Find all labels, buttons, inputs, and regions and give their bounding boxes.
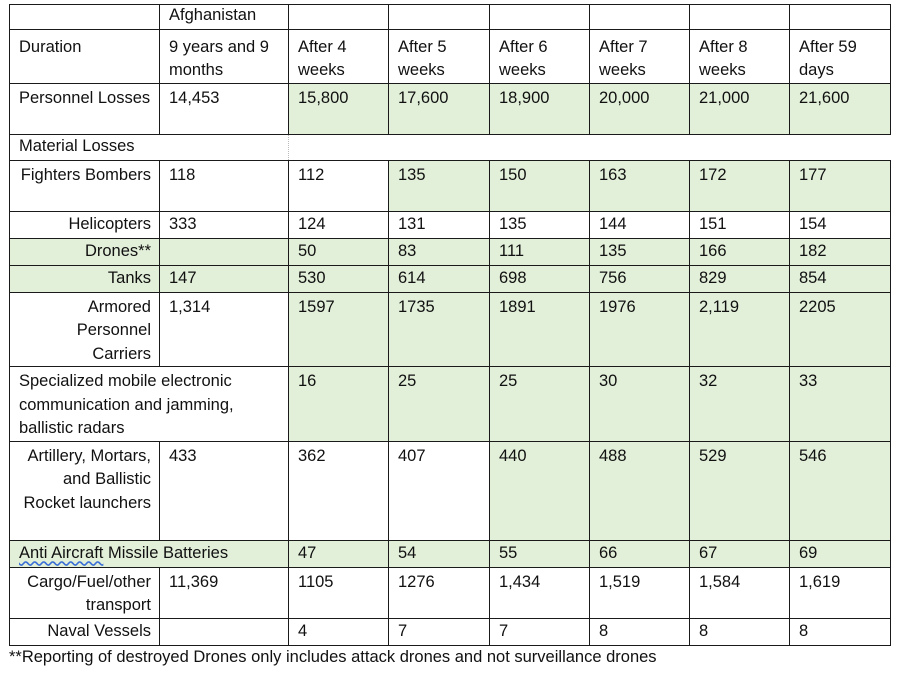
period-header: After 4 weeks — [289, 29, 389, 83]
duration-label: Duration — [10, 29, 160, 83]
row-label: Specialized mobile electronic communication and jamming, ballistic radars — [10, 367, 289, 442]
period-header: After 6 weeks — [490, 29, 590, 83]
value-cell: 8 — [590, 618, 690, 645]
value-cell: 1276 — [389, 567, 490, 618]
afghanistan-value: 147 — [160, 265, 289, 292]
value-cell: 17,600 — [389, 83, 490, 134]
value-cell: 1,434 — [490, 567, 590, 618]
value-cell: 530 — [289, 265, 389, 292]
value-cell: 7 — [490, 618, 590, 645]
afghanistan-value: 11,369 — [160, 567, 289, 618]
value-cell: 135 — [490, 211, 590, 238]
material-losses-heading: Material Losses — [10, 134, 289, 160]
row-label: Cargo/Fuel/other transport — [10, 567, 160, 618]
value-cell: 1597 — [289, 292, 389, 367]
value-cell: 829 — [690, 265, 790, 292]
value-cell: 50 — [289, 238, 389, 265]
value-cell: 21,000 — [690, 83, 790, 134]
afghanistan-value: 433 — [160, 441, 289, 540]
afghanistan-value — [160, 238, 289, 265]
afghanistan-value: 14,453 — [160, 83, 289, 134]
afghanistan-value: 1,314 — [160, 292, 289, 367]
value-cell: 8 — [790, 618, 891, 645]
value-cell: 66 — [590, 540, 690, 567]
value-cell: 135 — [389, 160, 490, 211]
value-cell: 131 — [389, 211, 490, 238]
value-cell: 614 — [389, 265, 490, 292]
table-row — [10, 567, 891, 618]
value-cell: 20,000 — [590, 83, 690, 134]
value-cell: 698 — [490, 265, 590, 292]
row-label: Artillery, Mortars, and Ballistic Rocket launchers — [10, 441, 160, 540]
losses-table — [9, 4, 891, 646]
value-cell: 1976 — [590, 292, 690, 367]
value-cell: 166 — [690, 238, 790, 265]
value-cell: 440 — [490, 441, 590, 540]
value-cell: 2,119 — [690, 292, 790, 367]
value-cell: 16 — [289, 367, 389, 442]
value-cell: 47 — [289, 540, 389, 567]
table-row — [10, 5, 891, 30]
value-cell: 1735 — [389, 292, 490, 367]
value-cell: 1,584 — [690, 567, 790, 618]
value-cell: 25 — [389, 367, 490, 442]
header-empty-cell — [10, 5, 160, 30]
value-cell: 163 — [590, 160, 690, 211]
value-cell: 83 — [389, 238, 490, 265]
value-cell: 33 — [790, 367, 891, 442]
value-cell: 177 — [790, 160, 891, 211]
value-cell: 21,600 — [790, 83, 891, 134]
value-cell: 854 — [790, 265, 891, 292]
value-cell: 135 — [590, 238, 690, 265]
value-cell: 182 — [790, 238, 891, 265]
table-row — [10, 618, 891, 645]
row-label: Anti Aircraft Missile Batteries — [10, 540, 289, 567]
value-cell: 407 — [389, 441, 490, 540]
value-cell: 1,619 — [790, 567, 891, 618]
value-cell: 30 — [590, 367, 690, 442]
table-row — [10, 265, 891, 292]
value-cell: 69 — [790, 540, 891, 567]
row-label: Personnel Losses — [10, 83, 160, 134]
value-cell: 15,800 — [289, 83, 389, 134]
header-afghanistan-cell: Afghanistan — [160, 5, 289, 30]
table-row — [10, 367, 891, 442]
row-label: Tanks — [10, 265, 160, 292]
value-cell: 144 — [590, 211, 690, 238]
row-label: Fighters Bombers — [10, 160, 160, 211]
value-cell: 4 — [289, 618, 389, 645]
value-cell: 18,900 — [490, 83, 590, 134]
value-cell: 2205 — [790, 292, 891, 367]
value-cell: 150 — [490, 160, 590, 211]
value-cell: 8 — [690, 618, 790, 645]
period-header: After 5 weeks — [389, 29, 490, 83]
afghanistan-value: 118 — [160, 160, 289, 211]
row-label: Naval Vessels — [10, 618, 160, 645]
table-row — [10, 292, 891, 367]
value-cell: 32 — [690, 367, 790, 442]
value-cell: 124 — [289, 211, 389, 238]
value-cell: 154 — [790, 211, 891, 238]
afghanistan-duration: 9 years and 9 months — [160, 29, 289, 83]
value-cell: 756 — [590, 265, 690, 292]
value-cell: 7 — [389, 618, 490, 645]
value-cell: 172 — [690, 160, 790, 211]
period-header: After 59 days — [790, 29, 891, 83]
table-row — [10, 29, 891, 83]
value-cell: 111 — [490, 238, 590, 265]
table-row — [10, 211, 891, 238]
value-cell: 54 — [389, 540, 490, 567]
afghanistan-value — [160, 618, 289, 645]
spellcheck-underlined-text: Anti Aircraft — [19, 543, 104, 562]
period-header: After 7 weeks — [590, 29, 690, 83]
value-cell: 1891 — [490, 292, 590, 367]
table-row — [10, 134, 891, 160]
row-label: Drones** — [10, 238, 160, 265]
table-row — [10, 238, 891, 265]
value-cell: 1105 — [289, 567, 389, 618]
value-cell: 488 — [590, 441, 690, 540]
period-header: After 8 weeks — [690, 29, 790, 83]
footnote: **Reporting of destroyed Drones only includes attack drones and not surveillance drones — [9, 648, 657, 666]
row-label: Helicopters — [10, 211, 160, 238]
value-cell: 529 — [690, 441, 790, 540]
table-row — [10, 83, 891, 134]
value-cell: 55 — [490, 540, 590, 567]
afghanistan-value: 333 — [160, 211, 289, 238]
table-row — [10, 160, 891, 211]
value-cell: 67 — [690, 540, 790, 567]
table-row — [10, 540, 891, 567]
row-label: Armored Personnel Carriers — [10, 292, 160, 367]
value-cell: 25 — [490, 367, 590, 442]
value-cell: 151 — [690, 211, 790, 238]
value-cell: 362 — [289, 441, 389, 540]
value-cell: 546 — [790, 441, 891, 540]
table-row — [10, 441, 891, 540]
value-cell: 112 — [289, 160, 389, 211]
value-cell: 1,519 — [590, 567, 690, 618]
